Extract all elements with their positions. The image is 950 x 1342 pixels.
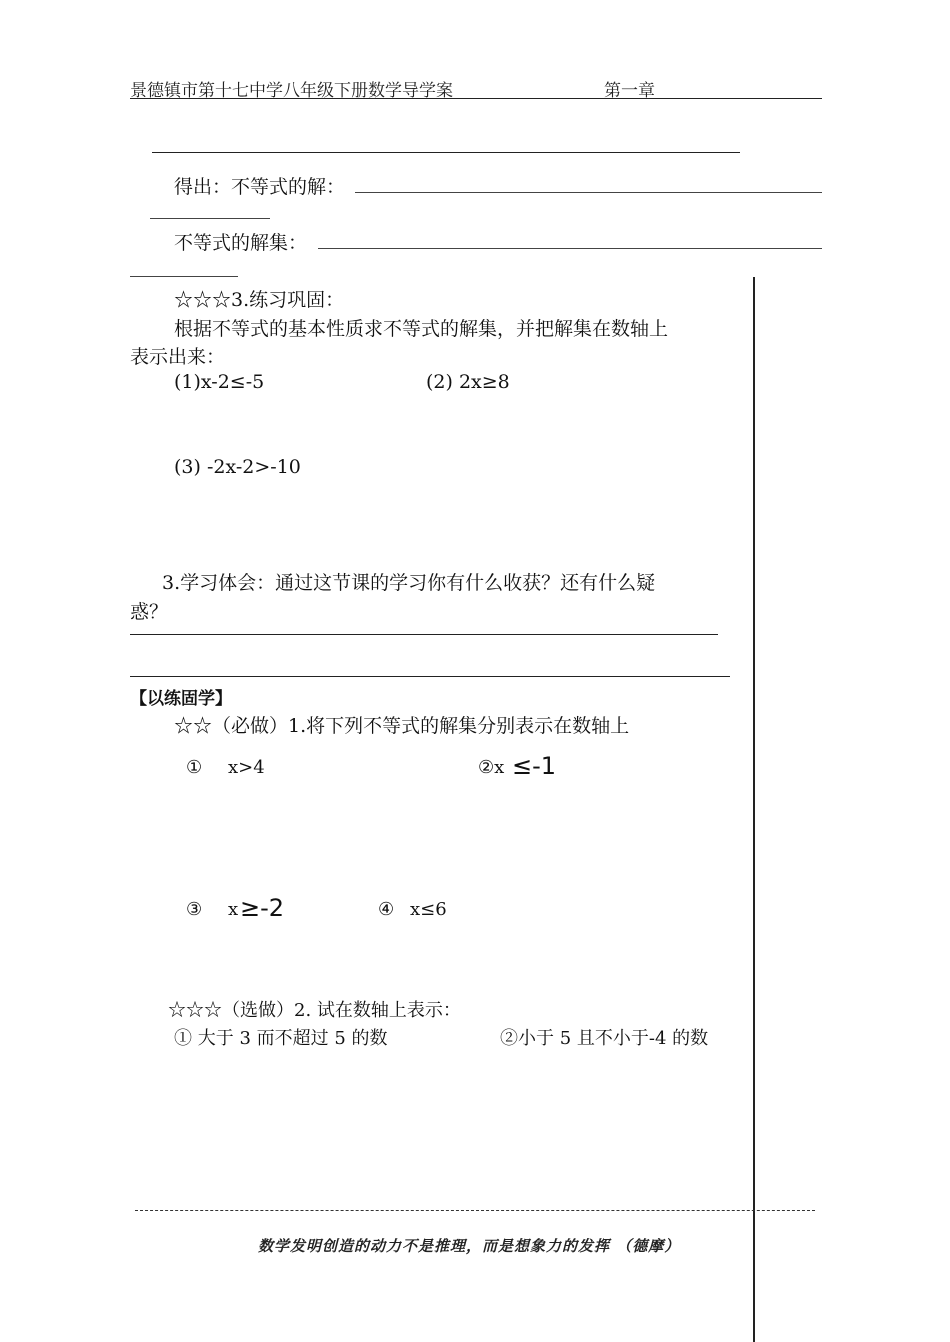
solution-set-blank-continued[interactable] <box>130 276 238 277</box>
solution-set-blank[interactable] <box>318 248 822 249</box>
item3-expression: ≥-2 <box>240 894 285 922</box>
optional-b: ②小于 5 且不小于-4 的数 <box>500 1028 709 1049</box>
exercises-heading: 【以练固学】 <box>130 689 232 709</box>
item3-number: ③ <box>186 899 203 920</box>
item4-expression: x≤6 <box>410 899 447 920</box>
answer-line <box>152 152 740 153</box>
practice-instruction-2: 表示出来： <box>130 346 226 368</box>
practice-heading: ☆☆☆3.练习巩固： <box>174 289 345 311</box>
optional-a: ① 大于 3 而不超过 5 的数 <box>174 1028 388 1049</box>
item1-number: ① <box>186 757 203 778</box>
reflection-answer-line-2 <box>130 676 730 677</box>
reflection-answer-line-1 <box>130 634 718 635</box>
item3-x: x <box>228 899 239 920</box>
item2-number: ②x <box>478 757 505 778</box>
solution-set-label: 不等式的解集： <box>174 232 308 254</box>
header-chapter: 第一章 <box>604 81 655 101</box>
solution-label: 得出：不等式的解： <box>174 176 346 198</box>
required-title: ☆☆（必做）1.将下列不等式的解集分别表示在数轴上 <box>174 715 630 737</box>
item4-number: ④ <box>378 899 395 920</box>
practice-q3: (3) -2x-2>-10 <box>174 456 301 478</box>
practice-q2: (2) 2x≥8 <box>426 371 510 393</box>
footer-quote: 数学发明创造的动力不是推理，而是想象力的发挥 （德摩） <box>258 1237 681 1255</box>
reflection-line-1: 3.学习体会：通过这节课的学习你有什么收获？还有什么疑 <box>162 572 656 594</box>
item2-expression: ≤-1 <box>512 752 557 780</box>
practice-q1: (1)x-2≤-5 <box>174 371 265 393</box>
solution-blank-continued[interactable] <box>150 218 270 219</box>
optional-title: ☆☆☆（选做）2. 试在数轴上表示： <box>168 1000 461 1021</box>
footer-rule <box>135 1210 815 1211</box>
header-title: 景德镇市第十七中学八年级下册数学导学案 <box>130 81 453 101</box>
margin-line <box>753 277 755 1342</box>
header-rule <box>130 98 822 99</box>
item1-expression: x>4 <box>228 757 265 778</box>
reflection-line-2: 惑？ <box>130 601 169 623</box>
solution-blank[interactable] <box>355 192 822 193</box>
practice-instruction-1: 根据不等式的基本性质求不等式的解集，并把解集在数轴上 <box>174 318 669 340</box>
